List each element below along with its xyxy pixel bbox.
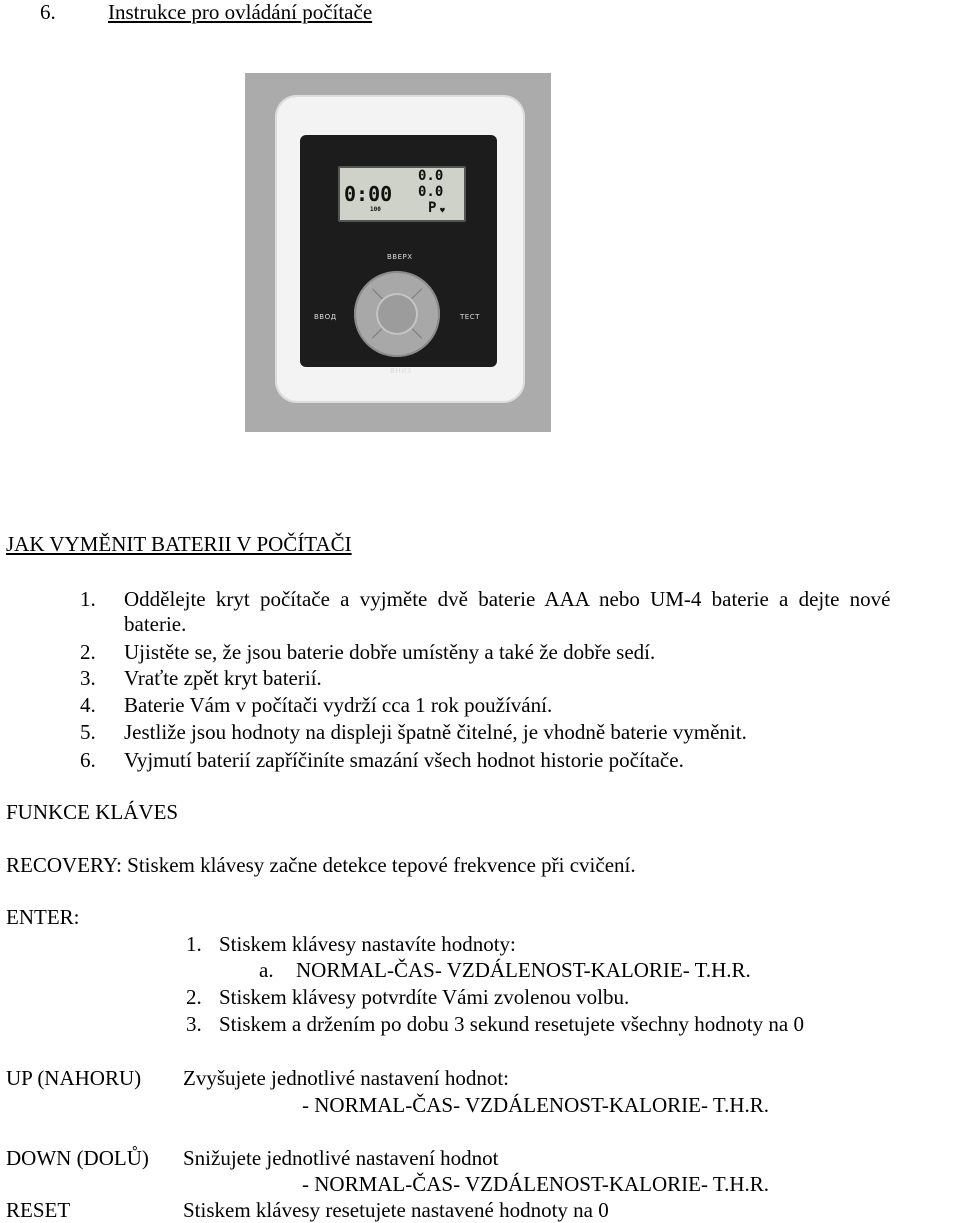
enter-button-label: ВВОД [314, 313, 337, 321]
enter-item-text: Stiskem klávesy potvrdíte Vámi zvolenou volbu. [219, 985, 630, 1009]
lcd-small-value: 100 [370, 206, 381, 213]
reset-label: RESET [6, 1198, 71, 1222]
battery-item-num: 2. [80, 640, 96, 664]
up-label: UP (NAHORU) [6, 1066, 142, 1090]
battery-item-num: 1. [80, 587, 96, 611]
section-title: Instrukce pro ovládání počítače [108, 0, 373, 24]
down-values: - NORMAL-ČAS- VZDÁLENOST-KALORIE- T.H.R. [302, 1172, 770, 1196]
lcd-display [338, 166, 466, 222]
enter-item-num: 3. [186, 1012, 202, 1036]
up-description: Zvyšujete jednotlivé nastavení hodnot: [183, 1066, 510, 1090]
reset-description: Stiskem klávesy resetujete nastavené hodnoty na 0 [183, 1198, 609, 1222]
enter-item-text: Stiskem klávesy nastavíte hodnoty: [219, 932, 516, 956]
device-frame [275, 95, 525, 403]
lcd-heart-icon: ♥ [440, 206, 445, 215]
battery-item-text-cont: baterie. [124, 612, 187, 636]
battery-item-text: Jestliže jsou hodnoty na displeji špatně čitelné, je vhodně baterie vyměnit. [124, 720, 747, 744]
enter-item-num: 1. [186, 932, 202, 956]
test-button-label: ТЕСТ [460, 313, 480, 321]
recovery-description: RECOVERY: Stiskem klávesy začne detekce tepové frekvence při cvičení. [6, 853, 636, 877]
battery-item-text: Vyjmutí baterií zapříčiníte smazání všech hodnot historie počítače. [124, 748, 684, 772]
dpad-button[interactable] [354, 271, 440, 357]
lcd-time: 0:00 [344, 182, 393, 206]
battery-item-text: Vraťte zpět kryt baterií. [124, 666, 322, 690]
enter-item-text: Stiskem a držením po dobu 3 sekund resetujete všechny hodnoty na 0 [219, 1012, 804, 1036]
device-console [300, 135, 497, 375]
device-photo [245, 73, 551, 432]
lcd-value-2: 0.0 [418, 184, 444, 200]
up-values: - NORMAL-ČAS- VZDÁLENOST-KALORIE- T.H.R. [302, 1093, 770, 1117]
battery-section-title: JAK VYMĚNIT BATERII V POČÍTAČI [6, 532, 352, 556]
lcd-value-1: 0.0 [418, 168, 444, 184]
battery-item-num: 4. [80, 693, 96, 717]
battery-item-text: Baterie Vám v počítači vydrží cca 1 rok používání. [124, 693, 553, 717]
down-label: DOWN (DOLŮ) [6, 1146, 149, 1170]
battery-item-num: 6. [80, 748, 96, 772]
battery-item-num: 5. [80, 720, 96, 744]
enter-label: ENTER: [6, 905, 80, 929]
up-button-label: ВВЕРХ [387, 253, 413, 261]
enter-subitem-text: NORMAL-ČAS- VZDÁLENOST-KALORIE- T.H.R. [296, 958, 751, 982]
section-number: 6. [40, 0, 56, 24]
enter-subitem-num: a. [259, 958, 274, 982]
down-description: Snižujete jednotlivé nastavení hodnot [183, 1146, 499, 1170]
battery-item-text: Ujistěte se, že jsou baterie dobře umístěny a také že dobře sedí. [124, 640, 656, 664]
battery-item-num: 3. [80, 666, 96, 690]
enter-item-num: 2. [186, 985, 202, 1009]
lcd-p-indicator: P [428, 200, 437, 216]
down-button-label: ВНИЗ [390, 367, 412, 375]
battery-item-text: Oddělejte kryt počítače a vyjměte dvě baterie AAA nebo UM-4 baterie a dejte nové [124, 587, 891, 611]
dpad-center-button[interactable] [378, 295, 416, 333]
keys-section-title: FUNKCE KLÁVES [6, 800, 179, 824]
